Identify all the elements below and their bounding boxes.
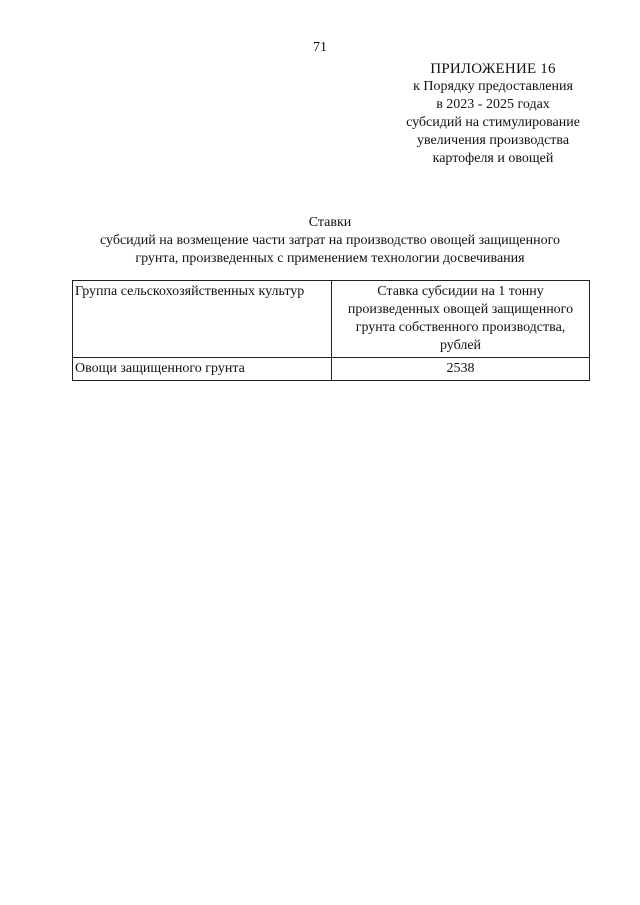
cell-subsidy-rate: 2538 bbox=[332, 358, 590, 381]
appendix-line: к Порядку предоставления bbox=[413, 79, 573, 94]
appendix-line: увеличения производства bbox=[416, 133, 570, 148]
header-subsidy-rate: Ставка субсидии на 1 тонну произведенных овощей защищенного грунта собственного производства, рублей bbox=[332, 281, 590, 358]
appendix-block bbox=[380, 60, 606, 168]
table-row bbox=[73, 358, 590, 381]
rates-table bbox=[72, 280, 590, 381]
table-header-row bbox=[73, 281, 590, 358]
cell-crop-group: Овощи защищенного грунта bbox=[73, 358, 332, 381]
document-title bbox=[60, 214, 600, 268]
document-heading: Ставки bbox=[308, 215, 352, 230]
appendix-line: субсидий на стимулирование bbox=[406, 115, 580, 130]
page-number: 71 bbox=[313, 40, 327, 55]
document-subtitle-line: субсидий на возмещение части затрат на производство овощей защищенного bbox=[99, 233, 560, 248]
document-subtitle-line: грунта, произведенных с применением технологии досвечивания bbox=[135, 251, 525, 266]
header-crop-group: Группа сельскохозяйственных культур bbox=[73, 281, 332, 358]
appendix-line: в 2023 - 2025 годах bbox=[436, 97, 550, 112]
appendix-title: ПРИЛОЖЕНИЕ 16 bbox=[430, 61, 556, 77]
appendix-line: картофеля и овощей bbox=[432, 151, 554, 166]
